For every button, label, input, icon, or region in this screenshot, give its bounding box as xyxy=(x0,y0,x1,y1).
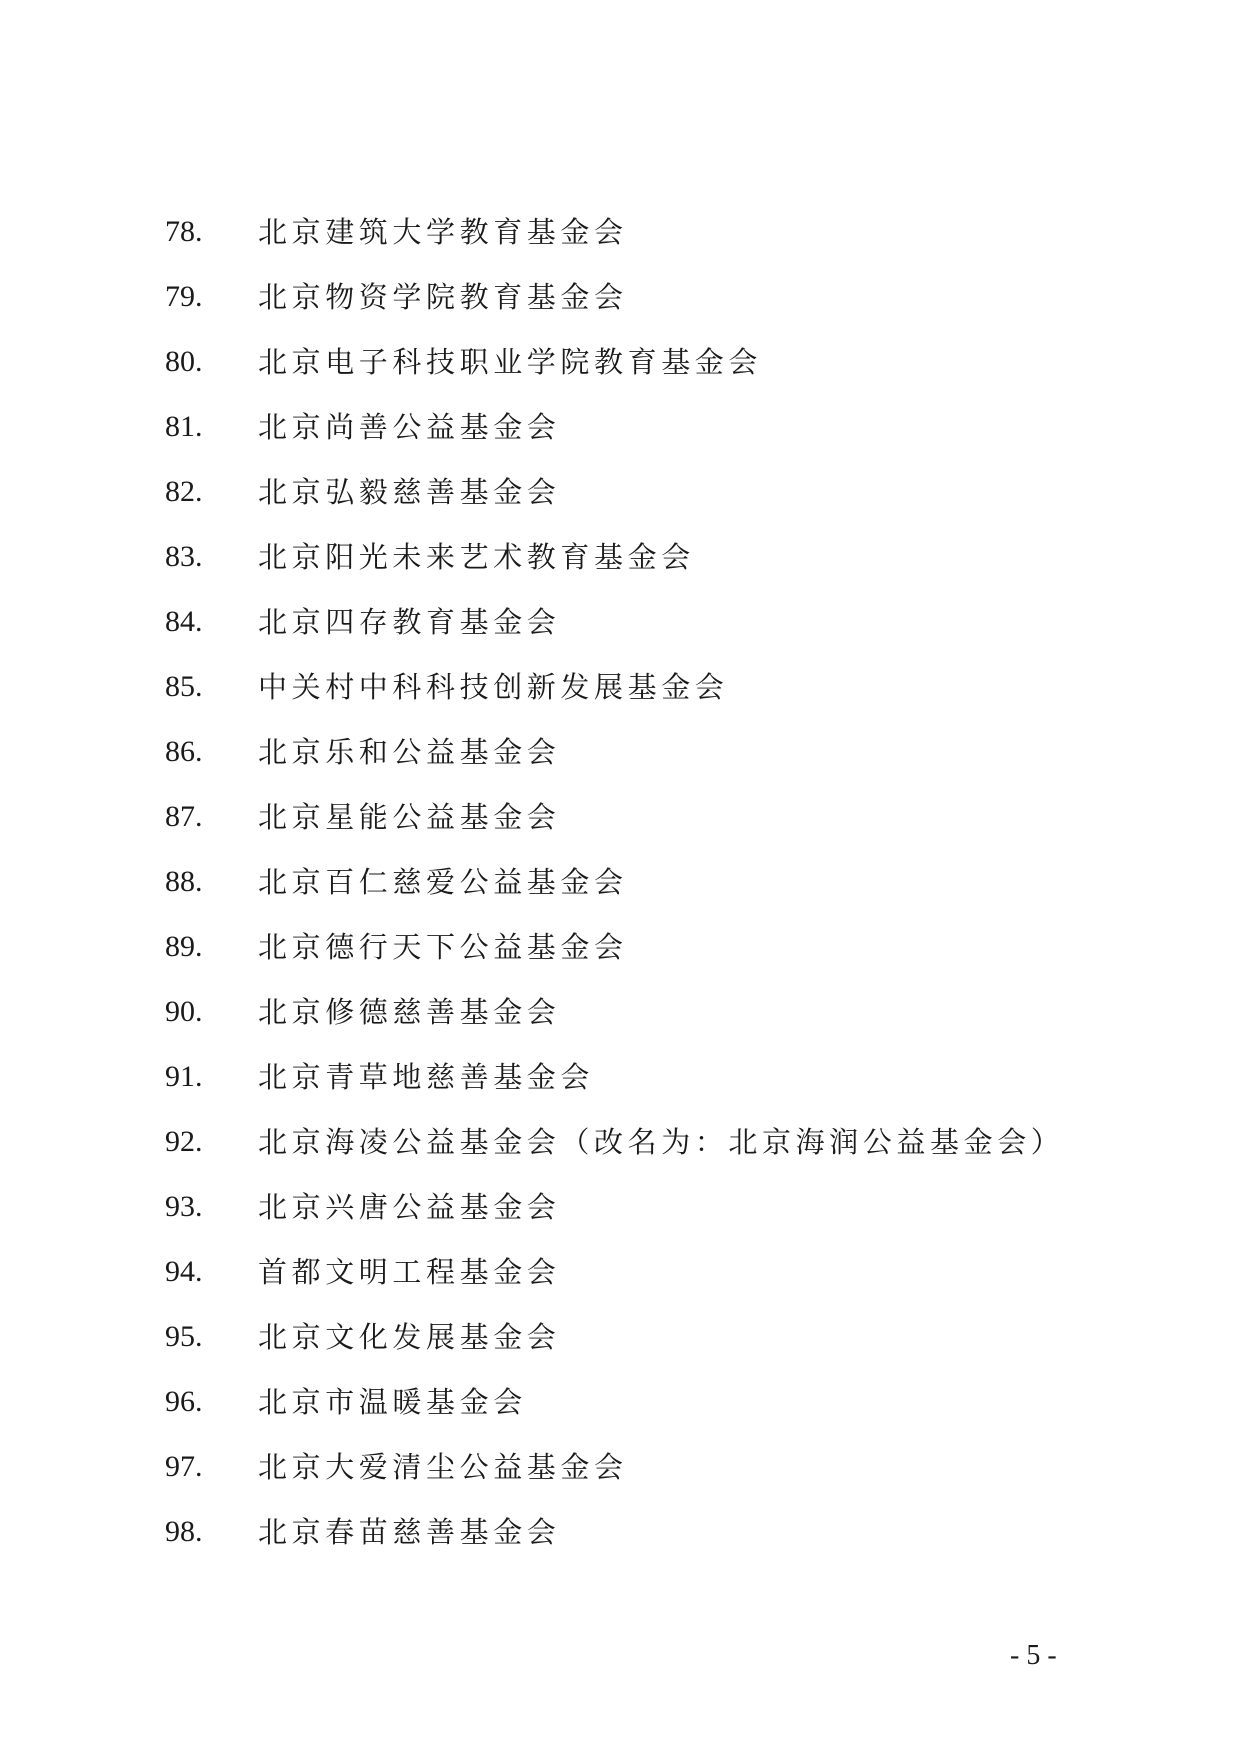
list-item xyxy=(165,273,1125,338)
list-item xyxy=(165,1313,1125,1378)
item-number: 84. xyxy=(165,605,203,638)
item-name: 北京弘毅慈善基金会 xyxy=(258,475,561,509)
item-number: 94. xyxy=(165,1255,203,1288)
list-item xyxy=(165,1508,1125,1573)
item-number: 85. xyxy=(165,670,203,703)
list-item xyxy=(165,1053,1125,1118)
item-name: 北京乐和公益基金会 xyxy=(258,735,561,769)
item-number: 81. xyxy=(165,410,203,443)
list-item xyxy=(165,468,1125,533)
list-item xyxy=(165,208,1125,273)
item-name: 北京尚善公益基金会 xyxy=(258,410,561,444)
item-name: 北京阳光未来艺术教育基金会 xyxy=(258,540,695,574)
item-name: 中关村中科科技创新发展基金会 xyxy=(258,670,729,704)
item-number: 92. xyxy=(165,1125,203,1158)
item-name: 北京建筑大学教育基金会 xyxy=(258,215,628,249)
item-number: 91. xyxy=(165,1060,203,1093)
item-number: 80. xyxy=(165,345,203,378)
list-item xyxy=(165,793,1125,858)
item-number: 87. xyxy=(165,800,203,833)
item-number: 83. xyxy=(165,540,203,573)
list-item xyxy=(165,338,1125,403)
item-number: 97. xyxy=(165,1450,203,1483)
item-name: 北京市温暖基金会 xyxy=(258,1385,527,1419)
item-number: 79. xyxy=(165,280,203,313)
page-number: - 5 - xyxy=(1010,1640,1057,1671)
list-item xyxy=(165,533,1125,598)
item-number: 95. xyxy=(165,1320,203,1353)
item-name: 北京星能公益基金会 xyxy=(258,800,561,834)
list-item xyxy=(165,403,1125,468)
list-item xyxy=(165,1183,1125,1248)
item-number: 86. xyxy=(165,735,203,768)
item-name: 北京电子科技职业学院教育基金会 xyxy=(258,345,763,379)
item-name: 北京四存教育基金会 xyxy=(258,605,561,639)
item-number: 90. xyxy=(165,995,203,1028)
item-name: 北京文化发展基金会 xyxy=(258,1320,561,1354)
list-item xyxy=(165,1378,1125,1443)
item-number: 89. xyxy=(165,930,203,963)
list-item xyxy=(165,1118,1125,1183)
item-name: 北京春苗慈善基金会 xyxy=(258,1515,561,1549)
item-number: 82. xyxy=(165,475,203,508)
list-item xyxy=(165,1248,1125,1313)
item-number: 93. xyxy=(165,1190,203,1223)
item-name: 北京德行天下公益基金会 xyxy=(258,930,628,964)
list-item xyxy=(165,858,1125,923)
item-name: 北京青草地慈善基金会 xyxy=(258,1060,595,1094)
item-name: 北京物资学院教育基金会 xyxy=(258,280,628,314)
item-number: 78. xyxy=(165,215,203,248)
item-name: 北京海凌公益基金会（改名为：北京海润公益基金会） xyxy=(258,1125,1065,1159)
item-name: 首都文明工程基金会 xyxy=(258,1255,561,1289)
item-name: 北京兴唐公益基金会 xyxy=(258,1190,561,1224)
item-name: 北京修德慈善基金会 xyxy=(258,995,561,1029)
list-item xyxy=(165,923,1125,988)
item-number: 98. xyxy=(165,1515,203,1548)
item-number: 88. xyxy=(165,865,203,898)
item-name: 北京大爱清尘公益基金会 xyxy=(258,1450,628,1484)
item-name: 北京百仁慈爱公益基金会 xyxy=(258,865,628,899)
list-item xyxy=(165,663,1125,728)
list-item xyxy=(165,598,1125,663)
list-item xyxy=(165,1443,1125,1508)
list-item xyxy=(165,988,1125,1053)
list-item xyxy=(165,728,1125,793)
foundation-list xyxy=(165,208,1125,1573)
item-number: 96. xyxy=(165,1385,203,1418)
